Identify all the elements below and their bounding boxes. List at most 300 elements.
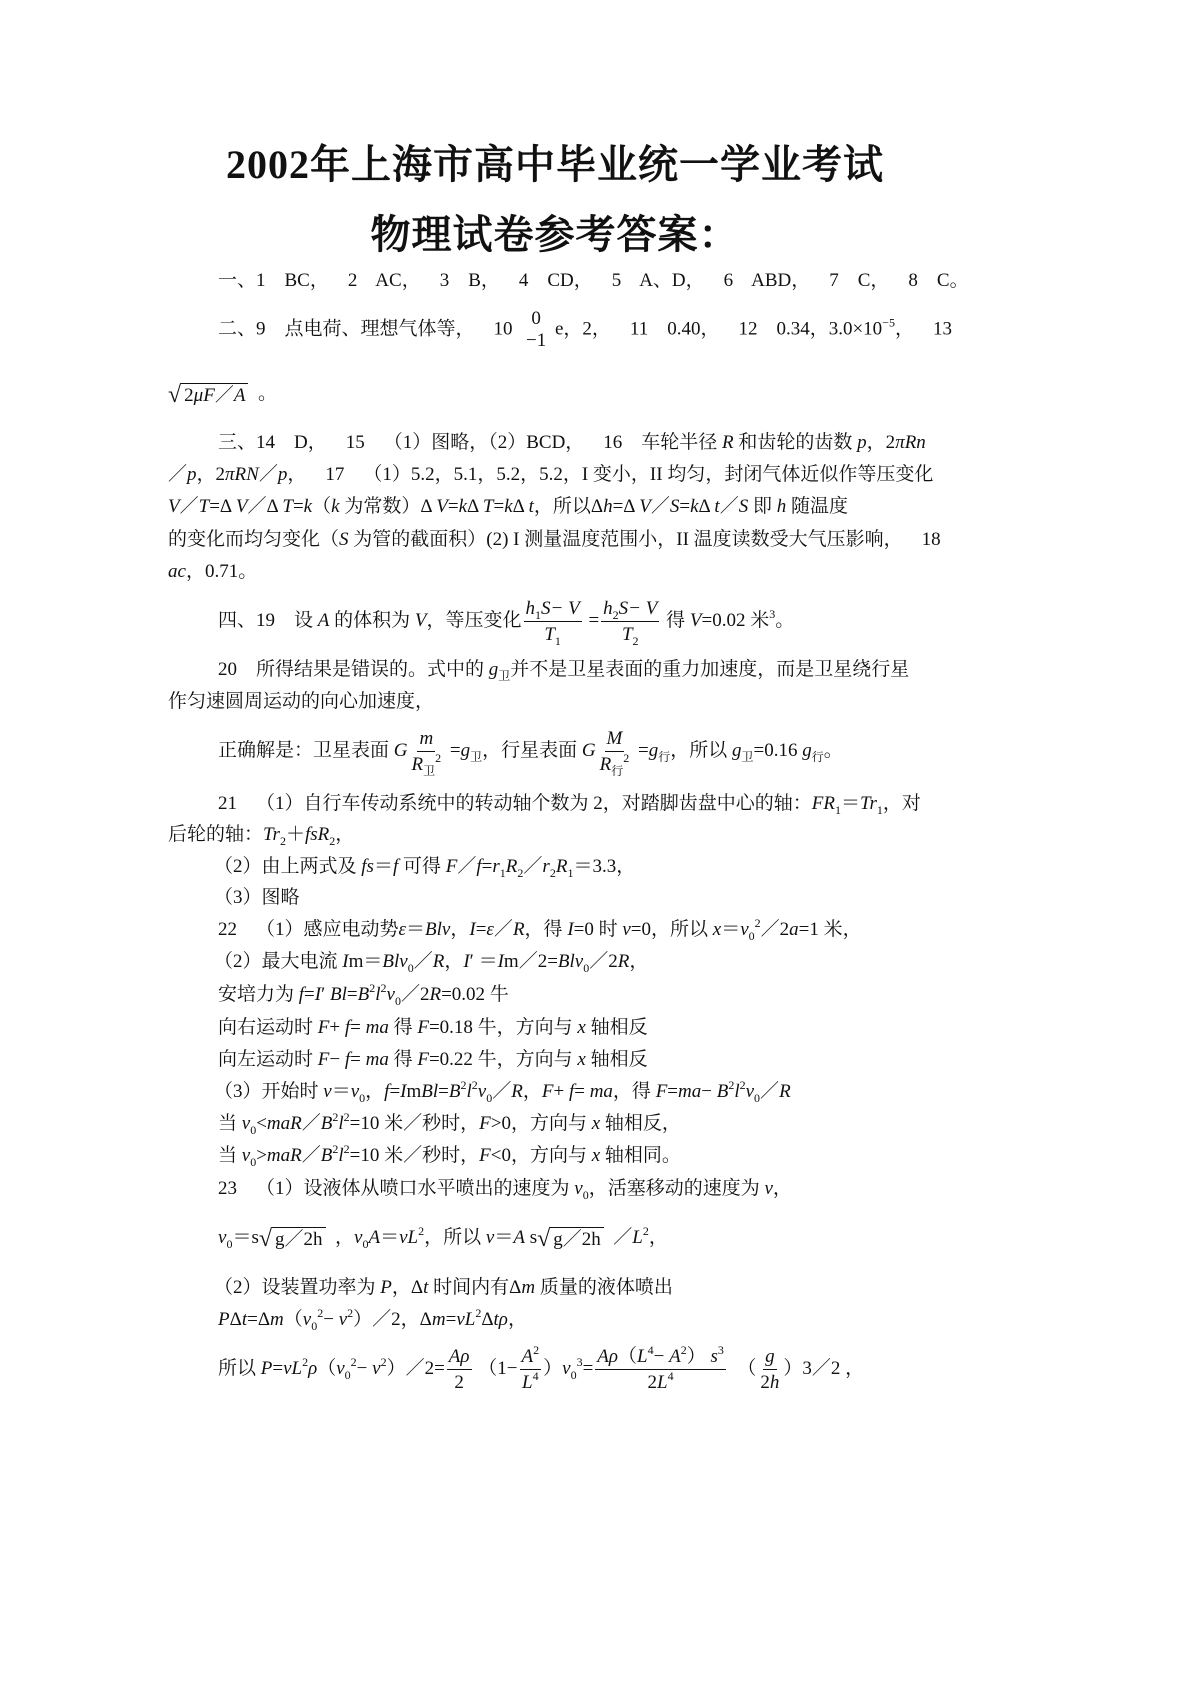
text-run: 的体积为 — [329, 609, 415, 631]
stack-item: −1 — [526, 330, 547, 351]
fraction-numerator — [447, 1346, 472, 1370]
answer-line — [168, 558, 257, 586]
math-variable: f — [344, 1049, 351, 1070]
text-run: Δ — [512, 496, 529, 517]
fraction-denominator — [620, 622, 641, 648]
math-variable: F — [479, 1113, 491, 1134]
fraction-denominator — [410, 751, 444, 778]
fraction-denominator — [452, 1370, 466, 1393]
math-variable: v — [241, 1145, 251, 1166]
math-variable: h — [525, 598, 536, 619]
math-variable: F — [541, 1081, 554, 1102]
text-run: ／ — [523, 856, 543, 877]
math-variable: B — [448, 1081, 461, 1102]
text-run: ，2 — [196, 464, 226, 485]
math-variable: R — [779, 1081, 791, 1102]
math-variable: B — [320, 1145, 333, 1166]
math-variable: k — [331, 496, 340, 517]
text-run: ／ — [413, 951, 433, 972]
text-run: ／2 — [589, 951, 618, 972]
math-variable: F — [655, 1081, 668, 1102]
text-run: ， — [444, 951, 464, 972]
text-run: ＝3.3， — [573, 856, 636, 877]
math-variable: S− V — [618, 598, 658, 619]
answer-line-section1 — [218, 267, 969, 295]
radical-sign-icon: √ — [168, 382, 182, 408]
text-run: 二、9 点电荷、理想气体等， 10 — [218, 318, 523, 340]
subscript: 0 — [362, 1237, 369, 1251]
math-variable: v — [338, 1309, 348, 1330]
math-variable: T — [282, 496, 293, 517]
superscript: 2 — [471, 1078, 478, 1092]
math-variable: p — [187, 464, 197, 485]
answer-line — [218, 1014, 648, 1042]
math-variable: k — [303, 496, 313, 517]
text-run: ＝s — [232, 1227, 259, 1248]
subscript: 0 — [407, 961, 414, 975]
text-run: ＝ — [331, 1081, 351, 1102]
text-run: （ — [618, 1346, 638, 1367]
text-run: ） — [686, 1346, 711, 1367]
text-run: 20 所得结果是错误的。式中的 — [218, 659, 489, 680]
document-title-line1: 2002年上海市高中毕业统一学业考试 — [226, 142, 884, 187]
subscript: 2 — [517, 866, 524, 880]
math-variable: A — [521, 1346, 534, 1367]
math-variable: V — [436, 496, 448, 517]
math-variable: x — [577, 1049, 586, 1070]
text-run: 2 — [184, 385, 194, 406]
text-run: =0，所以 — [630, 919, 713, 940]
subscript: 2 — [329, 834, 336, 848]
text-run: = — [350, 1017, 366, 1038]
math-variable: k — [504, 496, 513, 517]
subscript: 卫 — [423, 764, 436, 778]
answer-line — [214, 884, 300, 912]
math-variable: μF — [193, 385, 215, 406]
fraction-numerator — [520, 1343, 542, 1370]
math-variable: T — [544, 624, 555, 645]
math-variable: V — [639, 496, 651, 517]
math-variable: Tr — [860, 793, 877, 814]
text-run: g／2h — [553, 1229, 601, 1250]
superscript: 2 — [380, 981, 387, 995]
math-variable: πRn — [895, 432, 926, 453]
text-run: 当 — [218, 1145, 242, 1166]
text-run: ，所以Δ — [533, 496, 604, 517]
text-run: ／Δ — [247, 496, 283, 517]
answer-line — [214, 1274, 673, 1302]
subscript: 1 — [567, 866, 574, 880]
text-run: ， — [365, 1081, 385, 1102]
text-run: （2）由上两式及 — [214, 856, 362, 877]
text-run: （2）设装置功率为 — [214, 1277, 381, 1298]
superscript: 2 — [680, 1343, 687, 1357]
math-variable: Tr — [263, 824, 280, 845]
text-run: = — [574, 1081, 590, 1102]
superscript: 2 — [332, 1110, 339, 1124]
text-run: 2 — [647, 1372, 658, 1393]
math-variable: P — [218, 1309, 230, 1330]
superscript: 2 — [380, 1354, 387, 1369]
math-variable: πRN — [225, 464, 259, 485]
document-title-line2: 物理试卷参考答案： — [370, 212, 740, 257]
math-variable: fs — [361, 856, 374, 877]
math-variable: v — [218, 1227, 227, 1248]
fraction — [410, 728, 444, 778]
subscript: 0 — [582, 1188, 589, 1202]
math-variable: h — [776, 496, 787, 517]
math-variable: t — [714, 496, 720, 517]
radicand — [550, 1227, 604, 1252]
math-variable: L — [632, 1227, 643, 1248]
text-run: ／ — [258, 464, 278, 485]
text-run: =10 米／秒时， — [349, 1113, 480, 1134]
fraction-denominator — [542, 622, 563, 648]
answer-line — [168, 688, 434, 716]
text-run: − — [653, 1346, 670, 1367]
subscript: 卫 — [498, 669, 511, 683]
text-run: 即 — [748, 496, 777, 517]
answer-line — [218, 728, 843, 778]
subscript: 0 — [311, 1319, 318, 1333]
text-run: （ — [283, 1309, 303, 1330]
text-run: ， — [772, 1178, 792, 1199]
math-variable: x — [591, 1113, 601, 1134]
math-variable: f — [298, 984, 305, 1005]
math-variable: A — [317, 609, 330, 631]
text-run: 2 — [760, 1372, 770, 1393]
subscript: 2 — [549, 866, 556, 880]
text-run: ／ — [179, 496, 199, 517]
stacked-numbers — [526, 308, 546, 352]
text-run: ＝ — [373, 856, 393, 877]
text-run: =0.02 牛 — [441, 984, 509, 1005]
math-variable: V — [414, 609, 427, 631]
text-run: = — [346, 984, 358, 1005]
radicand — [181, 383, 248, 408]
fraction-numerator — [417, 728, 435, 752]
math-variable: g — [765, 1346, 775, 1367]
text-run: ／ — [603, 1227, 633, 1248]
math-variable: h — [603, 496, 613, 517]
fraction — [520, 1343, 542, 1393]
text-run: ， — [325, 1227, 355, 1248]
math-variable: I — [314, 984, 322, 1005]
text-run: （ — [317, 1357, 337, 1379]
radical-sign-icon: √ — [537, 1226, 551, 1252]
subscript: 0 — [570, 1367, 577, 1382]
math-variable: Aρ — [597, 1346, 619, 1367]
math-variable: r — [542, 856, 550, 877]
math-variable: I — [400, 1081, 407, 1102]
math-variable: R — [599, 754, 612, 775]
math-variable: t — [423, 1277, 429, 1298]
superscript: 2 — [343, 1110, 350, 1124]
math-variable: v — [336, 1357, 345, 1379]
answer-line — [168, 821, 354, 849]
math-variable: v — [477, 1081, 487, 1102]
text-run: 所以 — [218, 1357, 261, 1379]
math-variable: ma — [589, 1081, 613, 1102]
math-variable: f — [476, 856, 482, 877]
superscript: 2 — [623, 751, 630, 765]
text-run: ，对 — [882, 793, 921, 814]
text-run: 一、1 BC， 2 AC， 3 B， 4 CD， 5 A、D， 6 ABD， 7 C， 8 C。 — [218, 270, 969, 291]
answer-line-q21 — [218, 790, 921, 818]
subscript: 行 — [811, 749, 824, 764]
superscript: 4 — [667, 1369, 674, 1383]
subscript: 卫 — [741, 749, 754, 764]
subscript: 1 — [535, 608, 542, 622]
text-run: = — [292, 496, 304, 517]
text-run: ，2 — [866, 432, 896, 453]
text-run: 为管的截面积）(2) I 测量温度范围小，II 温度读数受大气压影响， 18 — [348, 529, 941, 550]
text-run: 质量的液体喷出 — [535, 1277, 673, 1298]
subscript: 1 — [499, 866, 506, 880]
text-run: = — [445, 739, 461, 761]
text-run: ／ — [760, 1081, 780, 1102]
answer-line — [218, 1343, 865, 1393]
math-variable: P — [260, 1357, 273, 1379]
text-run: Δ — [229, 1309, 242, 1330]
text-run: ／2 — [760, 919, 790, 940]
text-run: >0，方向与 — [490, 1113, 592, 1134]
math-variable: B — [716, 1081, 729, 1102]
fraction-denominator — [598, 751, 632, 778]
text-run: = — [582, 1357, 594, 1379]
math-variable: g — [802, 739, 812, 761]
math-variable: R — [511, 1081, 523, 1102]
math-variable: v — [350, 1081, 360, 1102]
answer-line-q23 — [218, 1175, 792, 1203]
subscript: 1 — [834, 803, 841, 817]
text-run: = — [481, 856, 493, 877]
text-run: =0.22 牛，方向与 — [428, 1049, 578, 1070]
math-variable: S — [339, 529, 349, 550]
subscript: 1 — [876, 803, 883, 817]
math-variable: p — [857, 432, 867, 453]
math-variable: P — [380, 1277, 392, 1298]
text-run: 时间内有Δ — [428, 1277, 522, 1298]
text-run: ，所以 — [670, 739, 732, 761]
text-run: 22 （1）感应电动势 — [218, 919, 399, 940]
math-variable: l — [338, 1145, 344, 1166]
math-variable: T — [621, 624, 633, 645]
superscript: 2 — [754, 916, 761, 930]
math-variable: T — [198, 496, 210, 517]
text-run: ） — [543, 1357, 563, 1379]
text-run: 可得 — [398, 856, 446, 877]
text-run: ′ ＝ — [469, 951, 498, 972]
text-run: 三、14 D， 15 （1）图略，（2）BCD， 16 车轮半径 — [218, 432, 723, 453]
text-run: 轴相反 — [585, 1017, 648, 1038]
text-run: ）3／2 ， — [783, 1357, 865, 1379]
text-run: 轴相反， — [600, 1113, 681, 1134]
answer-line — [168, 461, 933, 489]
text-run: =0 时 — [573, 919, 623, 940]
text-run: ＝ — [721, 919, 741, 940]
math-variable: vL — [283, 1357, 303, 1379]
subscript: 2 — [612, 608, 619, 622]
text-run: ， 17 （1）5.2，5.1，5.2，5.2，I 变小，II 均匀，封闭气体近似作等压变化 — [287, 464, 934, 485]
math-variable: r — [492, 856, 500, 877]
text-run: − — [356, 1357, 373, 1379]
math-variable: R — [722, 432, 734, 453]
math-variable: L — [657, 1372, 668, 1393]
text-run: ， — [335, 824, 355, 845]
math-variable: h — [603, 598, 613, 619]
math-variable: A — [368, 1227, 381, 1248]
math-variable: v — [372, 1357, 381, 1379]
math-variable: I — [567, 919, 574, 940]
text-run: ， — [507, 1309, 527, 1330]
math-variable: p — [277, 464, 288, 485]
math-variable: h — [769, 1372, 780, 1393]
fraction-denominator — [520, 1370, 541, 1393]
text-run: ／2 — [400, 984, 430, 1005]
superscript: 2 — [317, 1306, 324, 1320]
math-variable: l — [734, 1081, 740, 1102]
math-variable: R — [411, 754, 424, 775]
square-root — [168, 382, 248, 408]
text-run: = — [447, 496, 459, 517]
text-run: ，行星表面 — [482, 739, 582, 761]
text-run: =0.02 米 — [701, 609, 770, 631]
subscript: 0 — [754, 1091, 761, 1105]
text-run: ＝ — [380, 1227, 400, 1248]
math-variable: ma — [678, 1081, 702, 1102]
math-variable: M — [606, 728, 623, 749]
math-variable: Aρ — [448, 1346, 470, 1367]
math-variable: R — [512, 919, 525, 940]
math-variable: S− V — [541, 598, 580, 619]
text-run: m／2= — [503, 951, 558, 972]
answer-line — [218, 1046, 648, 1074]
text-run: ＝ — [406, 919, 426, 940]
subscript: 1 — [554, 634, 561, 648]
math-variable: T — [482, 496, 494, 517]
text-run: 得 — [388, 1049, 418, 1070]
math-variable: v — [323, 1081, 332, 1102]
answer-line — [214, 1078, 791, 1106]
subscript: 0 — [748, 929, 755, 943]
math-variable: R — [617, 951, 630, 972]
math-variable: k — [458, 496, 467, 517]
math-variable: vL — [399, 1227, 419, 1248]
text-run: ／ — [301, 1113, 321, 1134]
text-run: ／ — [457, 856, 477, 877]
math-variable: ma — [365, 1017, 389, 1038]
text-run: + — [329, 1017, 345, 1038]
superscript: −5 — [882, 315, 895, 330]
text-run: ， 13 — [894, 318, 952, 340]
math-variable: l — [466, 1081, 472, 1102]
text-run: 。 — [775, 609, 795, 631]
math-variable: vL — [456, 1309, 476, 1330]
math-variable: v — [354, 1227, 363, 1248]
text-run: 轴相同。 — [600, 1145, 681, 1166]
text-run: = — [583, 609, 600, 631]
answer-line — [214, 853, 635, 881]
text-run: =1 米， — [798, 919, 862, 940]
superscript: 2 — [533, 1343, 540, 1357]
math-variable: F — [445, 856, 458, 877]
text-run: 当 — [218, 1113, 242, 1134]
text-run: 。 — [248, 383, 277, 404]
math-variable: G — [393, 739, 408, 761]
math-variable: m — [270, 1309, 284, 1330]
math-variable: L — [637, 1346, 648, 1367]
math-variable: A — [513, 1227, 525, 1248]
fraction-numerator — [763, 1346, 777, 1370]
subscript: 0 — [226, 1237, 233, 1251]
square-root — [537, 1226, 604, 1252]
superscript: 2 — [369, 981, 376, 995]
superscript: 2 — [350, 1354, 357, 1369]
fraction-numerator — [595, 1343, 726, 1370]
math-variable: v — [302, 1309, 312, 1330]
superscript: 2 — [418, 1224, 425, 1238]
answer-line-section4 — [218, 598, 795, 648]
math-variable: B — [320, 1113, 333, 1134]
stack-item: 0 — [531, 308, 541, 329]
text-run: 正确解是：卫星表面 — [218, 739, 394, 761]
superscript: 2 — [739, 1078, 746, 1092]
subscript: 0 — [344, 1367, 351, 1382]
math-variable: maR — [266, 1145, 302, 1166]
math-variable: L — [522, 1372, 533, 1393]
superscript: 2 — [347, 1306, 354, 1320]
math-variable: A — [233, 385, 246, 406]
text-run: 23 （1）设液体从喷口水平喷出的速度为 — [218, 1178, 575, 1199]
text-run: 向左运动时 — [218, 1049, 318, 1070]
answer-line-section3 — [218, 429, 926, 457]
text-run: = — [493, 496, 505, 517]
superscript: 2 — [343, 1142, 350, 1156]
text-run: ＋ — [285, 824, 305, 845]
superscript: 3 — [576, 1354, 583, 1369]
math-variable: v — [574, 1178, 583, 1199]
math-variable: g — [648, 739, 659, 761]
math-variable: ρ — [308, 1357, 318, 1379]
text-run: s — [524, 1227, 538, 1248]
math-variable: I — [342, 951, 349, 972]
math-variable: v — [485, 1227, 495, 1248]
math-variable: tρ — [493, 1309, 508, 1330]
subscript: 卫 — [470, 749, 483, 764]
text-run: 的变化而均匀变化（ — [168, 529, 340, 550]
subscript: 0 — [486, 1091, 493, 1105]
math-variable: l — [338, 1113, 344, 1134]
fraction-numerator — [605, 728, 625, 752]
text-run: = — [445, 1309, 457, 1330]
text-run: =0.18 牛，方向与 — [428, 1017, 578, 1038]
math-variable: t — [528, 496, 534, 517]
square-root — [259, 1226, 326, 1252]
text-run: ，等压变化 — [426, 609, 522, 631]
math-variable: I — [469, 919, 476, 940]
math-variable: Blv — [382, 951, 408, 972]
text-run: 得 — [388, 1017, 418, 1038]
subscript: 行 — [611, 764, 624, 778]
text-run: ）／2= — [386, 1357, 445, 1379]
math-variable: v — [386, 984, 395, 1005]
math-variable: v — [241, 1113, 251, 1134]
fraction-denominator — [646, 1370, 676, 1393]
text-run: 。 — [823, 739, 843, 761]
text-run: =Δ — [247, 1309, 271, 1330]
text-run: = — [304, 984, 315, 1005]
